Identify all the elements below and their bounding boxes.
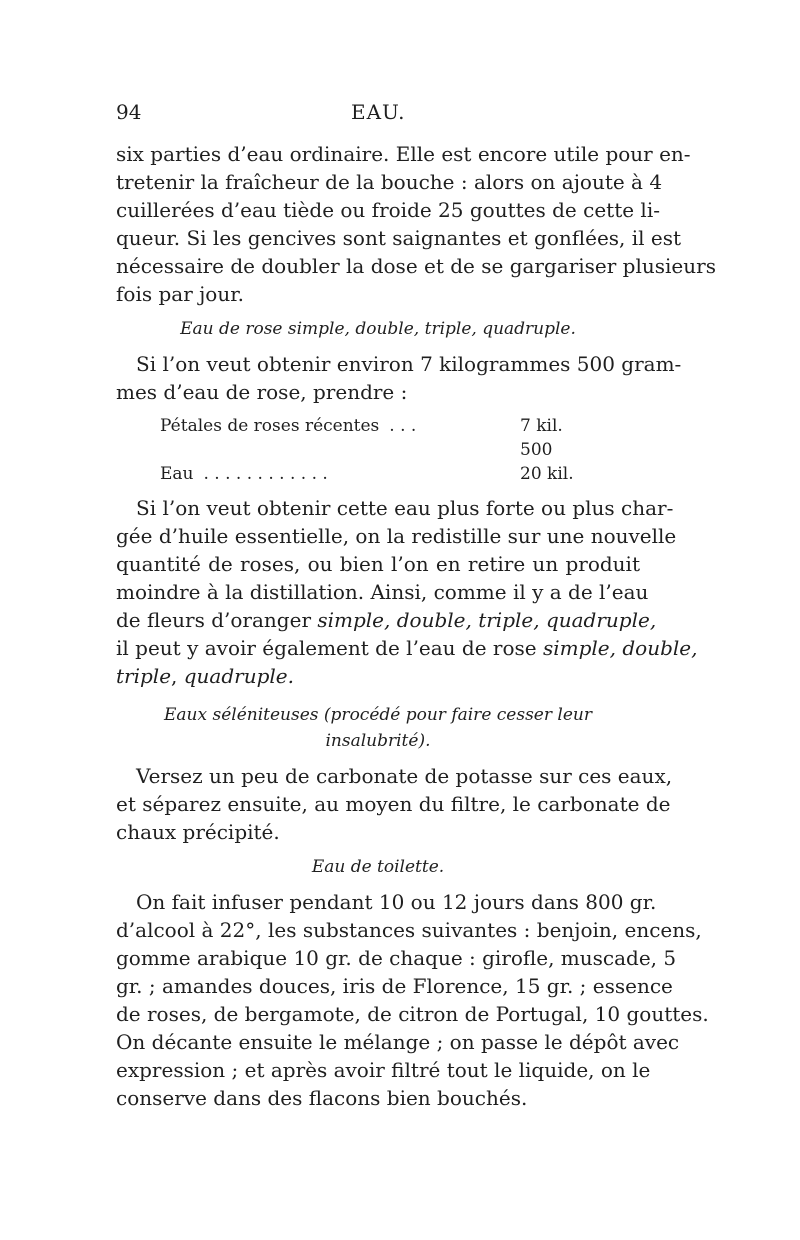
ingredient-name: Pétales de roses récentes [160,416,380,436]
text-line: Si l’on veut obtenir cette eau plus forte ou plus char- [136,496,674,520]
text-line: fois par jour. [116,282,244,306]
text-line: On fait infuser pendant 10 ou 12 jours dans 800 gr. [136,890,657,914]
text-line: d’alcool à 22°, les substances suivantes : benjoin, encens, [116,918,702,942]
paragraph-4 [116,762,673,846]
text-line: chaux précipité. [116,820,280,844]
recipe-list [116,414,640,486]
text-line: Versez un peu de carbonate de potasse sur ces eaux, [136,764,673,788]
paragraph-1 [116,140,716,308]
paragraph-2 [116,350,682,406]
text-line: Si l’on veut obtenir environ 7 kilogrammes 500 gram- [136,352,682,376]
text-line [116,662,640,690]
running-title: EAU. [351,100,406,124]
text-line: mes d’eau de rose, prendre : [116,380,408,404]
ingredient-quantity: 7 kil. 500 [520,416,563,460]
paragraph-3 [116,494,698,690]
text-line: expression ; et après avoir filtré tout le liquide, on le [116,1058,651,1082]
recipe-row [160,414,600,462]
section-heading-selenitic-water-cont: insalubrité). [325,731,431,751]
recipe-row [160,462,600,486]
leader-dots: . . . . . . . . . . . . [203,464,328,484]
text-run: il peut y avoir également de l’eau de rose [116,636,543,660]
ingredient-quantity: 20 kil. [520,464,574,484]
section-heading-toilet-water: Eau de toilette. [311,857,445,877]
text-line: conserve dans des flacons bien bouchés. [116,1086,528,1110]
body-text [116,140,716,1112]
text-line [116,634,698,662]
running-head [116,100,636,130]
paragraph-5 [116,888,709,1112]
text-line: gomme arabique 10 gr. de chaque : girofle, muscade, 5 [116,946,677,970]
text-line: cuillerées d’eau tiède ou froide 25 gouttes de cette li- [116,198,660,222]
italic-run: simple, double, triple, quadruple, [317,608,657,632]
text-line: gr. ; amandes douces, iris de Florence, 15 gr. ; essence [116,974,673,998]
text-line: tretenir la fraîcheur de la bouche : alors on ajoute à 4 [116,170,663,194]
ingredient-name: Eau [160,464,194,484]
italic-run: quadruple. [183,664,294,688]
italic-run: triple [116,664,172,688]
text-line: six parties d’eau ordinaire. Elle est encore utile pour en- [116,142,691,166]
text-line: nécessaire de doubler la dose et de se gargariser plusieurs [116,254,716,278]
section-heading-selenitic-water: Eaux séléniteuses (procédé pour faire cesser leur [164,705,592,725]
text-line: queur. Si les gencives sont saignantes et gonflées, il est [116,226,682,250]
text-line [116,606,657,634]
page-number: 94 [116,100,142,124]
text-run: de fleurs d’oranger [116,608,318,632]
italic-run: simple, double, [542,636,698,660]
text-run: , [171,664,184,688]
leader-dots: . . . [389,416,417,436]
text-line: moindre à la distillation. Ainsi, comme il y a de l’eau [116,580,649,604]
text-line: et séparez ensuite, au moyen du filtre, le carbonate de [116,792,671,816]
text-line: de roses, de bergamote, de citron de Portugal, 10 gouttes. [116,1002,709,1026]
section-heading-rose-water: Eau de rose simple, double, triple, quadruple. [180,319,576,339]
text-line: gée d’huile essentielle, on la redistille sur une nouvelle [116,524,677,548]
text-line: On décante ensuite le mélange ; on passe le dépôt avec [116,1030,680,1054]
text-line: quantité de roses, ou bien l’on en retire un produit [116,552,640,576]
